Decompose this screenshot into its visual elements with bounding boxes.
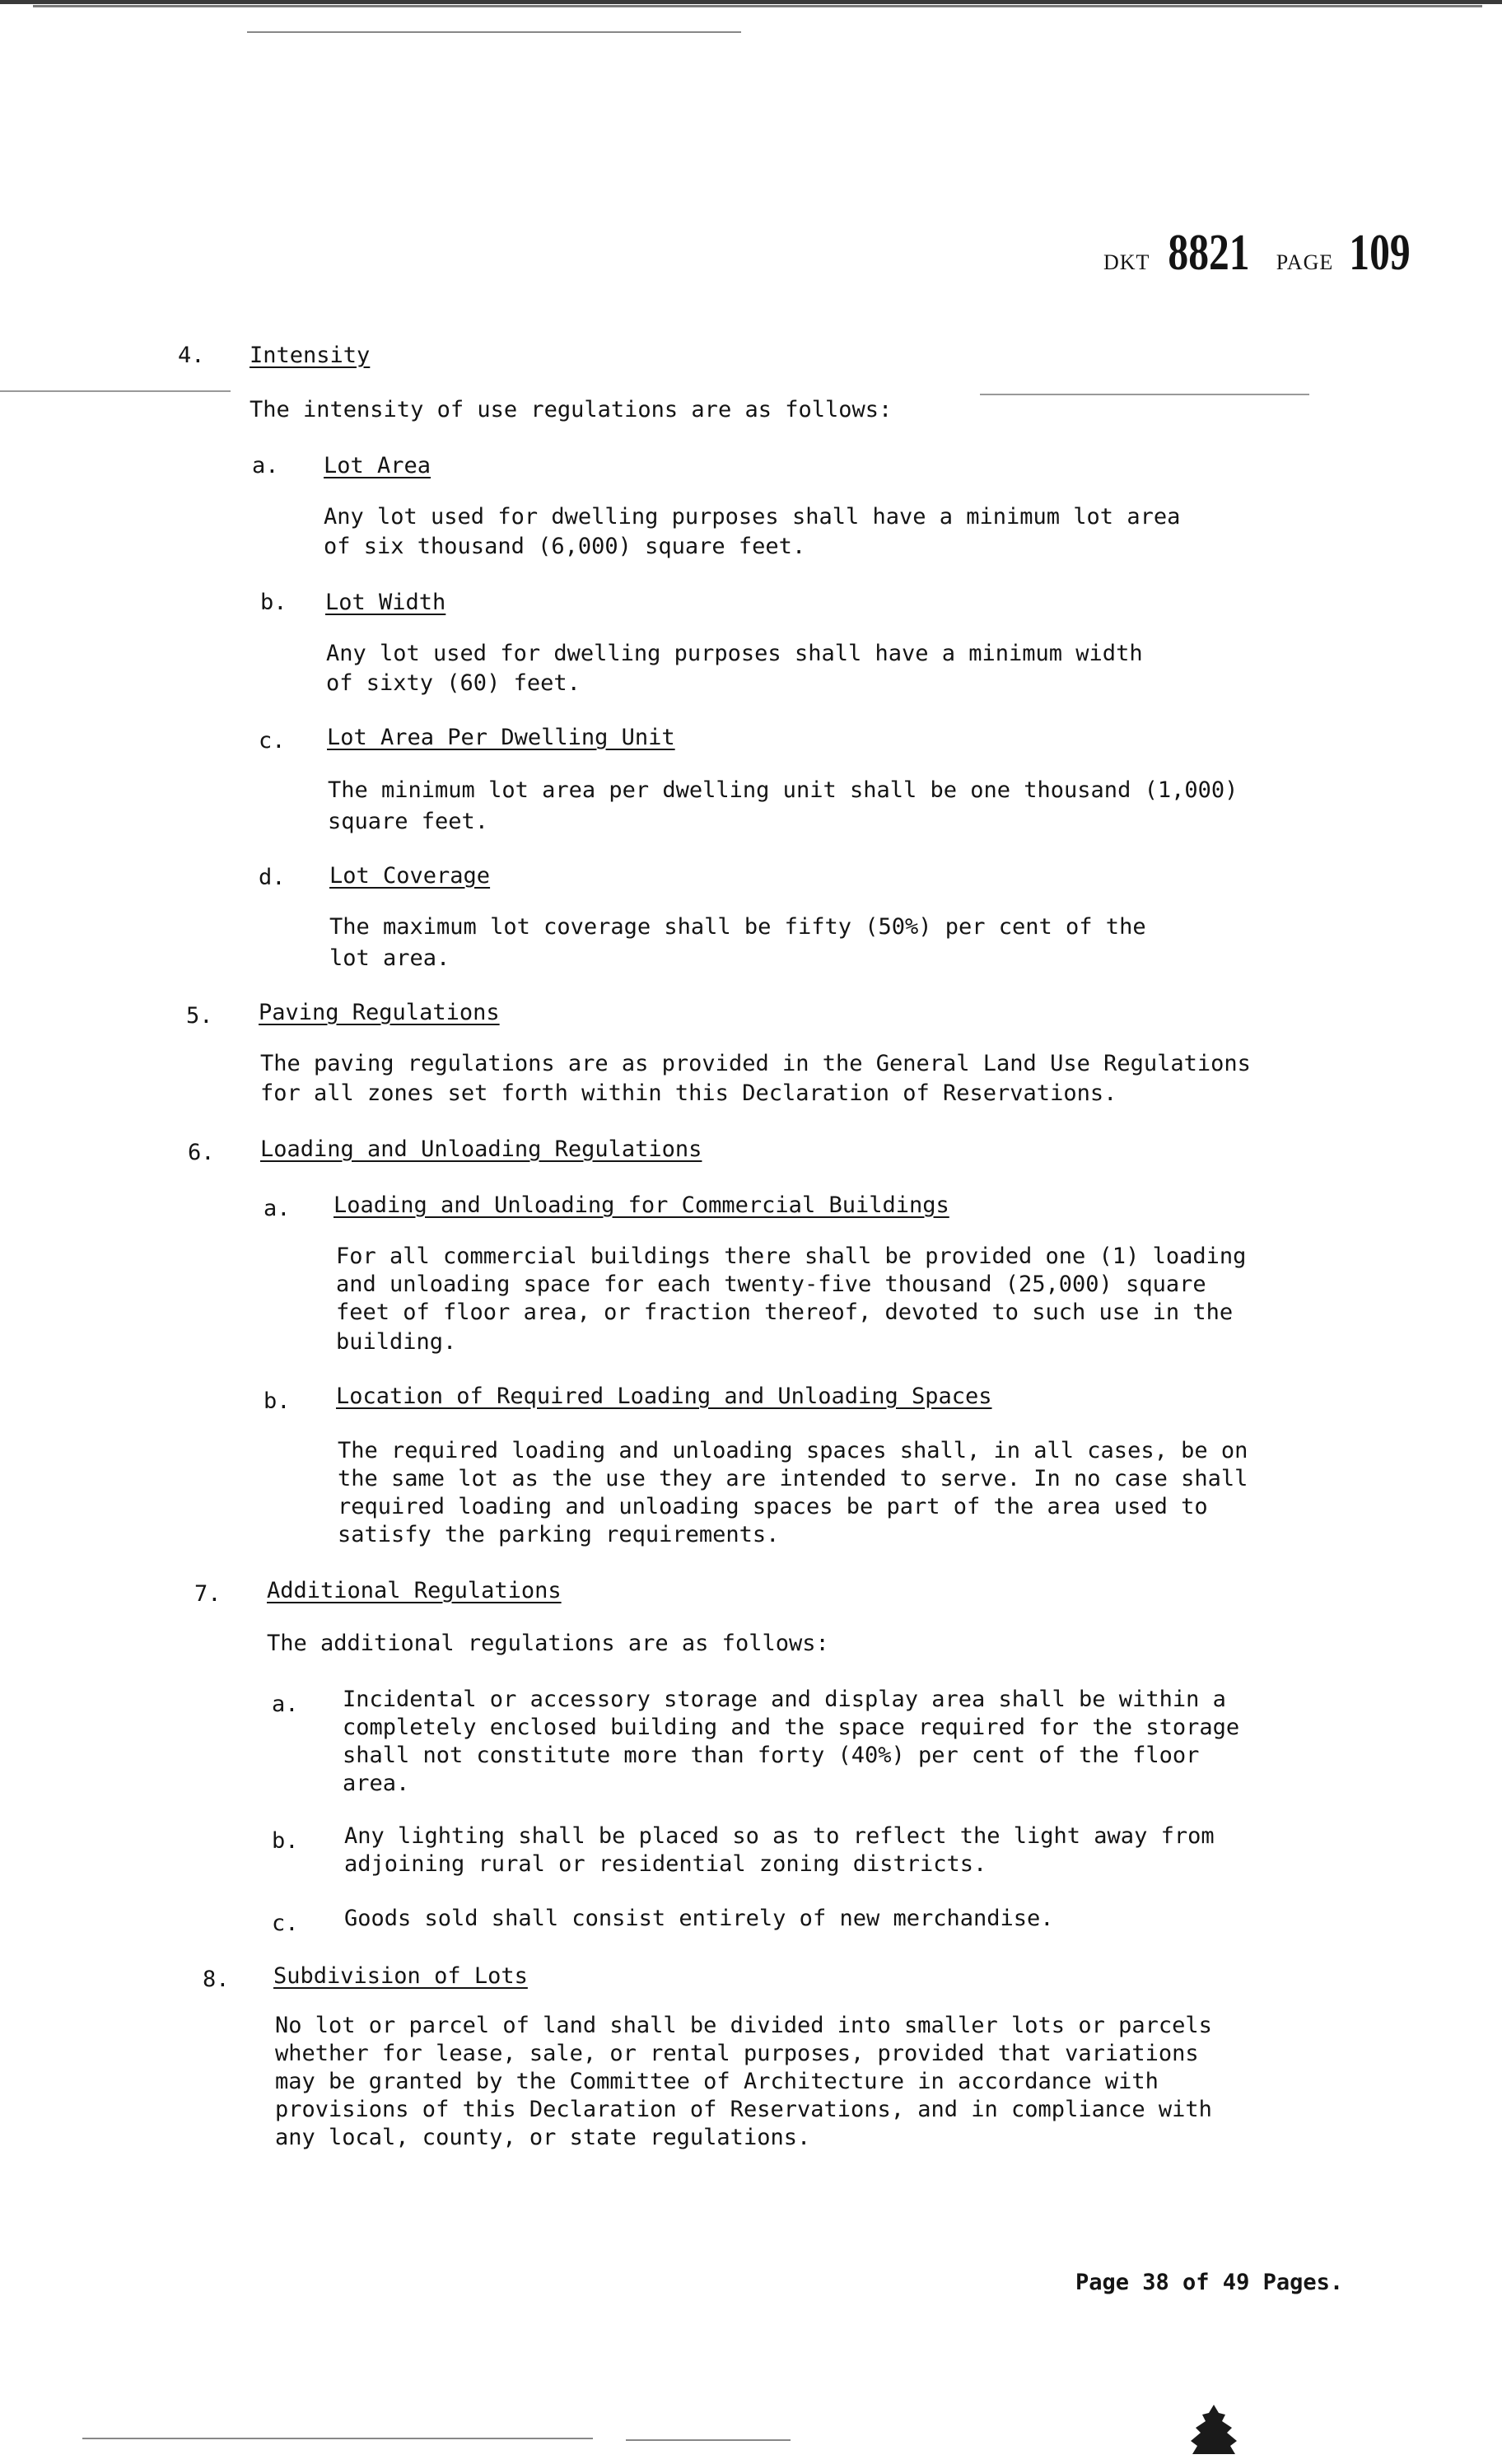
item-line: Any lot used for dwelling purposes shall have a minimum width xyxy=(326,641,1143,666)
section-intro: The intensity of use regulations are as follows: xyxy=(250,397,893,422)
item-line: area. xyxy=(343,1771,410,1796)
section-number: 4. xyxy=(178,343,205,368)
page-footer: Page 38 of 49 Pages. xyxy=(1075,2270,1344,2295)
item-title: Loading and Unloading for Commercial Buildings xyxy=(334,1192,949,1218)
section-line: The paving regulations are as provided in the General Land Use Regulations xyxy=(260,1051,1251,1076)
item-line: For all commercial buildings there shall be provided one (1) loading xyxy=(336,1244,1247,1269)
item-letter: a. xyxy=(264,1196,291,1221)
page-number: 109 xyxy=(1349,225,1411,281)
section-title: Loading and Unloading Regulations xyxy=(260,1136,702,1162)
item-line: building. xyxy=(336,1329,457,1355)
section-number: 5. xyxy=(186,1003,213,1029)
item-line: satisfy the parking requirements. xyxy=(338,1522,780,1547)
scan-noise-dash xyxy=(0,390,231,392)
item-line: Incidental or accessory storage and display area shall be within a xyxy=(343,1687,1226,1712)
item-title: Lot Area Per Dwelling Unit xyxy=(327,725,675,750)
section-number: 8. xyxy=(203,1967,230,1992)
ink-blot xyxy=(1189,2403,1238,2461)
item-letter: c. xyxy=(259,728,286,754)
item-line: The required loading and unloading spaces shall, in all cases, be on xyxy=(338,1438,1248,1463)
section-line: for all zones set forth within this Declaration of Reservations. xyxy=(260,1080,1117,1106)
item-line: Any lighting shall be placed so as to reflect the light away from xyxy=(344,1823,1215,1849)
item-line: Any lot used for dwelling purposes shall have a minimum lot area xyxy=(324,504,1181,530)
item-letter: a. xyxy=(272,1692,299,1717)
item-title: Location of Required Loading and Unloading Spaces xyxy=(336,1384,992,1409)
item-line: and unloading space for each twenty-five thousand (25,000) square xyxy=(336,1272,1206,1297)
item-letter: b. xyxy=(264,1388,291,1414)
item-line: square feet. xyxy=(328,809,489,834)
item-line: of six thousand (6,000) square feet. xyxy=(324,534,806,559)
scan-noise-dash xyxy=(980,394,1309,395)
scan-noise-top-band xyxy=(33,5,1482,7)
section-line: whether for lease, sale, or rental purposes, provided that variations xyxy=(275,2041,1199,2066)
page-label: PAGE xyxy=(1276,250,1334,274)
item-title: Lot Area xyxy=(324,453,431,478)
item-letter: a. xyxy=(252,453,279,478)
scan-noise-dash xyxy=(626,2439,791,2441)
item-line: The minimum lot area per dwelling unit shall be one thousand (1,000) xyxy=(328,777,1238,803)
item-line: required loading and unloading spaces be part of the area used to xyxy=(338,1494,1208,1519)
section-title: Additional Regulations xyxy=(267,1578,562,1603)
item-line: Goods sold shall consist entirely of new merchandise. xyxy=(344,1906,1054,1931)
section-line: No lot or parcel of land shall be divided into smaller lots or parcels xyxy=(275,2013,1212,2038)
scan-noise-top xyxy=(0,0,1502,4)
scan-noise-dash xyxy=(247,31,741,33)
section-line: may be granted by the Committee of Architecture in accordance with xyxy=(275,2069,1159,2094)
item-line: shall not constitute more than forty (40%) per cent of the floor xyxy=(343,1743,1200,1768)
section-title: Subdivision of Lots xyxy=(273,1963,528,1989)
item-line: completely enclosed building and the space required for the storage xyxy=(343,1715,1240,1740)
section-number: 7. xyxy=(194,1581,222,1607)
section-title: Intensity xyxy=(250,343,371,368)
item-letter: d. xyxy=(259,865,286,890)
section-number: 6. xyxy=(188,1140,215,1165)
section-line: provisions of this Declaration of Reservations, and in compliance with xyxy=(275,2097,1212,2122)
item-line: of sixty (60) feet. xyxy=(326,670,581,696)
item-letter: b. xyxy=(272,1828,299,1854)
item-letter: b. xyxy=(260,590,287,615)
item-letter: c. xyxy=(272,1911,299,1936)
dkt-label: DKT xyxy=(1103,250,1150,274)
item-line: lot area. xyxy=(329,945,450,971)
item-line: adjoining rural or residential zoning districts. xyxy=(344,1851,987,1877)
item-line: The maximum lot coverage shall be fifty (50%) per cent of the xyxy=(329,914,1146,940)
item-line: the same lot as the use they are intended to serve. In no case shall xyxy=(338,1466,1248,1491)
section-title: Paving Regulations xyxy=(259,1000,500,1025)
section-line: any local, county, or state regulations. xyxy=(275,2125,811,2150)
section-intro: The additional regulations are as follows: xyxy=(267,1631,829,1656)
scan-noise-dash xyxy=(82,2438,593,2439)
docket-stamp xyxy=(1103,224,1418,282)
item-line: feet of floor area, or fraction thereof, devoted to such use in the xyxy=(336,1300,1234,1325)
dkt-number: 8821 xyxy=(1168,225,1250,281)
item-title: Lot Coverage xyxy=(329,863,491,889)
item-title: Lot Width xyxy=(325,590,446,615)
